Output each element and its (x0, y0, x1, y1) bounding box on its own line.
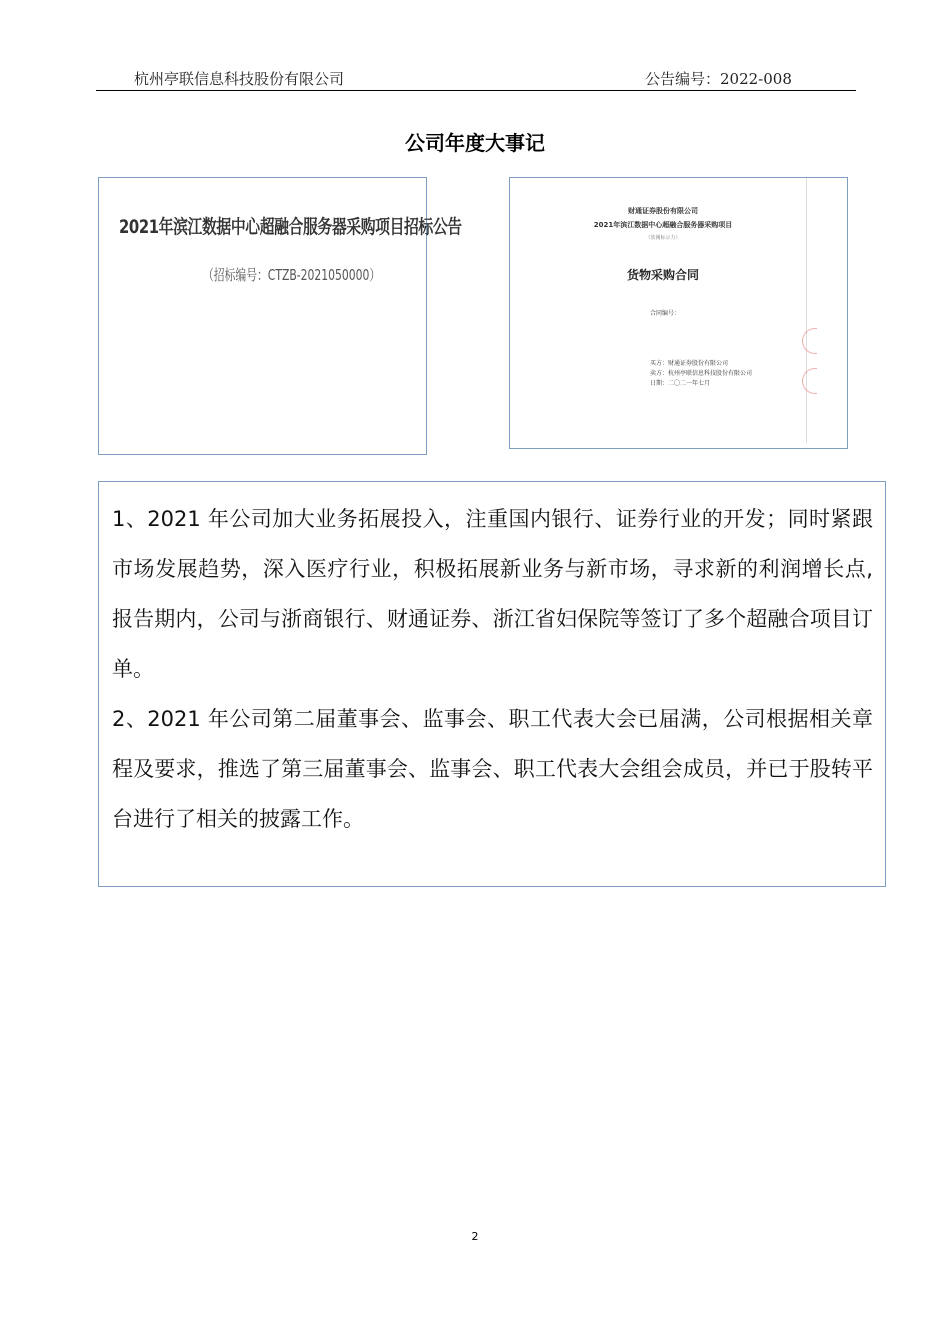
tender-notice-number: （招标编号：CTZB-2021050000） (203, 266, 381, 284)
events-text-box (98, 481, 886, 887)
tender-notice-title: 2021年滨江数据中心超融合服务器采购项目招标公告 (119, 216, 462, 238)
contract-seller: 卖方：杭州亭联信息科技股份有限公司 (650, 370, 753, 377)
contract-image (509, 177, 848, 449)
contract-note-line: （放阀标示力） (645, 235, 681, 241)
event-paragraph-1: 1、2021 年公司加大业务拓展投入，注重国内银行、证券行业的开发；同时紧跟市场发展趋势，深入医疗行业，积极拓展新业务与新市场，寻求新的利润增长点,报告期内，公司与浙商银行、财通证券、浙江省妇保院等签订了多个超融合项目订单。 (112, 507, 873, 681)
tender-notice-image (98, 177, 462, 455)
contract-buyer: 买方：财通证券股份有限公司 (650, 360, 729, 367)
header-notice-number: 公告编号：2022-008 (645, 70, 792, 88)
seal-stamp-icon (802, 368, 817, 394)
contract-main-title: 货物采购合同 (626, 268, 699, 282)
contract-page (520, 178, 807, 443)
contract-party-line: 财通证券股份有限公司 (628, 207, 698, 215)
page-number: 2 (471, 1230, 479, 1243)
contract-project-line: 2021年滨江数据中心超融合服务器采购项目 (593, 221, 733, 229)
contract-number: 合同编号： (650, 310, 681, 317)
seal-stamp-icon (802, 328, 817, 354)
page-title: 公司年度大事记 (405, 131, 545, 155)
event-paragraph-2: 2、2021 年公司第二届董事会、监事会、职工代表大会已届满，公司根据相关章程及要求，推选了第三届董事会、监事会、职工代表大会组会成员，并已于股转平台进行了相关的披露工作。 (112, 707, 873, 831)
header-company: 杭州亭联信息科技股份有限公司 (134, 70, 345, 88)
contract-date: 日期：二〇二一年七月 (650, 380, 711, 387)
header-divider (96, 90, 856, 91)
